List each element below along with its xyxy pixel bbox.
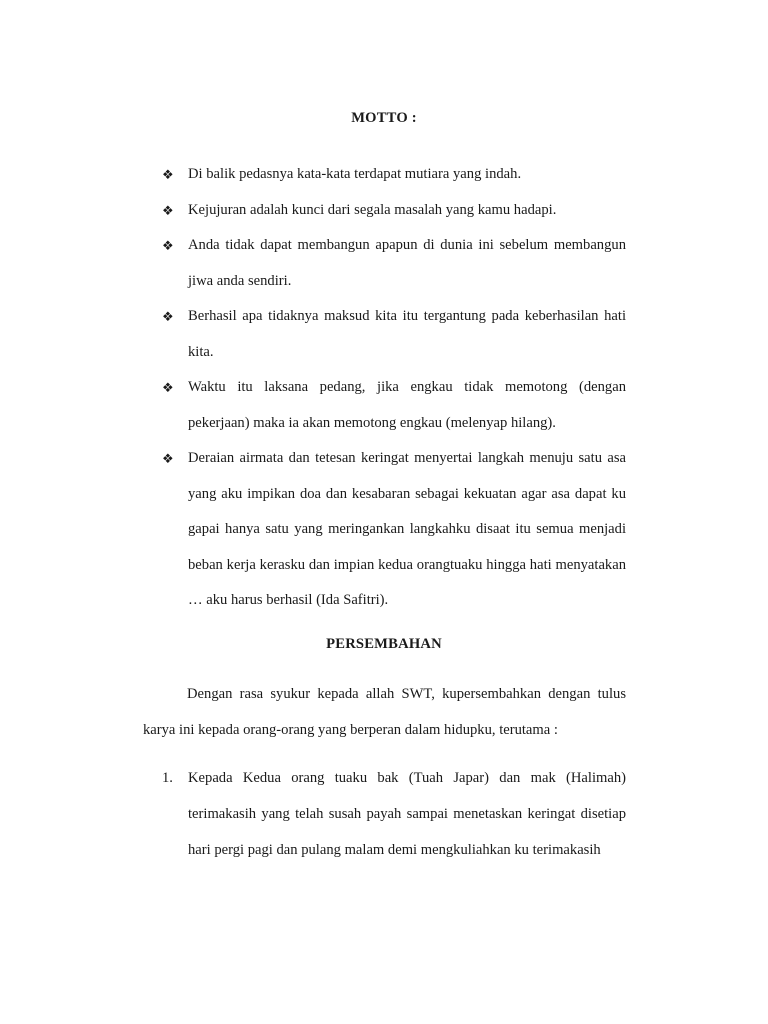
persembahan-list (162, 760, 626, 868)
motto-title: MOTTO : (351, 110, 417, 126)
motto-item (162, 299, 626, 370)
motto-list (162, 157, 626, 619)
diamond-bullet-icon: ❖ (162, 202, 174, 218)
motto-item-text: Waktu itu laksana pedang, jika engkau tidak memotong (dengan pekerjaan) maka ia akan memotong engkau (melenyap hilang). (188, 379, 626, 431)
diamond-bullet-icon: ❖ (162, 380, 174, 395)
persembahan-item-text: Kepada Kedua orang tuaku bak (Tuah Japar) dan mak (Halimah) terimakasih yang telah susah payah sampai menetaskan keringat disetiap hari pergi pagi dan pulang malam demi mengkuliahkan ku terimakasih (188, 770, 626, 858)
motto-item-text: Deraian airmata dan tetesan keringat menyertai langkah menuju satu asa yang aku impikan doa dan kesabaran sebagai kekuatan agar asa dapat ku gapai hanya satu yang meringankan langkahku disaat itu semua menjadi beban kerja kerasku dan impian kedua orangtuaku hingga hati menyatakan … aku harus berhasil (Ida Safitri). (188, 450, 626, 608)
motto-item (162, 193, 626, 229)
motto-item-text: Di balik pedasnya kata-kata terdapat mutiara yang indah. (188, 166, 522, 182)
diamond-bullet-icon: ❖ (162, 309, 174, 324)
diamond-bullet-icon: ❖ (162, 238, 174, 253)
motto-item-text: Kejujuran adalah kunci dari segala masalah yang kamu hadapi. (188, 201, 557, 218)
diamond-bullet-icon: ❖ (162, 167, 174, 182)
motto-item (162, 157, 626, 193)
diamond-bullet-icon: ❖ (162, 451, 174, 466)
motto-item-text: Berhasil apa tidaknya maksud kita itu tergantung pada keberhasilan hati kita. (188, 308, 626, 360)
persembahan-item (162, 760, 626, 868)
persembahan-intro: Dengan rasa syukur kepada allah SWT, kupersembahkan dengan tulus karya ini kepada orang-orang yang berperan dalam hidupku, terutama : (143, 686, 626, 738)
motto-item (162, 370, 626, 441)
motto-item (162, 228, 626, 299)
motto-item-text: Anda tidak dapat membangun apapun di dunia ini sebelum membangun jiwa anda sendiri. (188, 237, 626, 289)
item-number: 1. (162, 770, 173, 786)
persembahan-title: PERSEMBAHAN (326, 636, 442, 652)
motto-item (162, 441, 626, 619)
